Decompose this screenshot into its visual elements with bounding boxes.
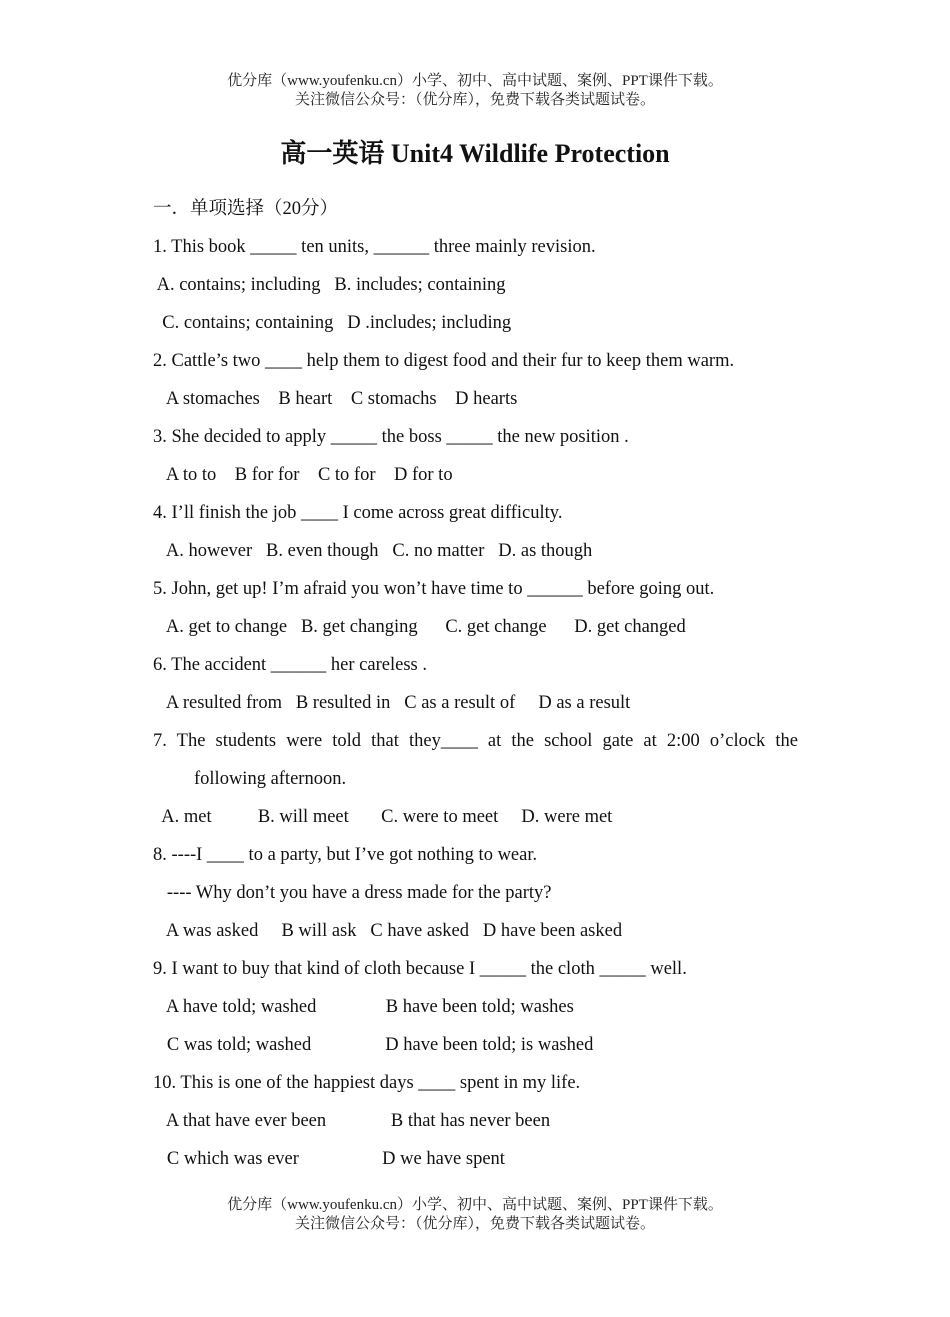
q4-options: A. however B. even though C. no matter D. as though: [153, 541, 593, 561]
question-body: [153, 194, 798, 1182]
q1-options-cd: C. contains; containing D .includes; including: [153, 313, 512, 333]
q7-stem: [153, 726, 798, 802]
q2-stem: 2. Cattle’s two ____ help them to digest food and their fur to keep them warm.: [153, 351, 735, 371]
q7-stem-line-1: 7. The students were told that they____ at the school gate at 2:00 o’clock the: [153, 731, 798, 751]
q10-stem: 10. This is one of the happiest days ____ spent in my life.: [153, 1073, 581, 1093]
q7-options: A. met B. will meet C. were to meet D. were met: [153, 807, 613, 827]
q9-options-ab: A have told; washed B have been told; washes: [153, 997, 574, 1017]
footer-line-1: 优分库（www.youfenku.cn）小学、初中、高中试题、案例、PPT课件下载。: [227, 1197, 723, 1213]
q6-stem: 6. The accident ______ her careless .: [153, 655, 427, 675]
q10-options-cd: C which was ever D we have spent: [153, 1149, 505, 1169]
page-footer: [0, 1196, 950, 1234]
q8-reply: ---- Why don’t you have a dress made for the party?: [153, 883, 552, 903]
q6-options: A resulted from B resulted in C as a result of D as a result: [153, 693, 631, 713]
q10-options-ab: A that have ever been B that has never been: [153, 1111, 551, 1131]
q3-stem: 3. She decided to apply _____ the boss _____ the new position .: [153, 427, 629, 447]
q3-options: A to to B for for C to for D for to: [153, 465, 453, 485]
header-line-2: 关注微信公众号：（优分库），免费下载各类试题试卷。: [294, 92, 655, 108]
page-header: [0, 72, 950, 110]
q7-stem-line-2: following afternoon.: [194, 769, 347, 789]
section-heading: 一．单项选择（20分）: [153, 199, 339, 219]
q1-stem: 1. This book _____ ten units, ______ three mainly revision.: [153, 237, 596, 257]
q9-stem: 9. I want to buy that kind of cloth because I _____ the cloth _____ well.: [153, 959, 687, 979]
q5-options: A. get to change B. get changing C. get change D. get changed: [153, 617, 686, 637]
q2-options: A stomaches B heart C stomachs D hearts: [153, 389, 518, 409]
q9-options-cd: C was told; washed D have been told; is washed: [153, 1035, 594, 1055]
q8-options: A was asked B will ask C have asked D have been asked: [153, 921, 623, 941]
q5-stem: 5. John, get up! I’m afraid you won’t have time to ______ before going out.: [153, 579, 715, 599]
q4-stem: 4. I’ll finish the job ____ I come across great difficulty.: [153, 503, 563, 523]
footer-line-2: 关注微信公众号：（优分库），免费下载各类试题试卷。: [294, 1216, 655, 1232]
q8-stem: 8. ----I ____ to a party, but I’ve got nothing to wear.: [153, 845, 538, 865]
document-title: 高一英语 Unit4 Wildlife Protection: [280, 139, 670, 168]
header-line-1: 优分库（www.youfenku.cn）小学、初中、高中试题、案例、PPT课件下载。: [227, 73, 723, 89]
q1-options-ab: A. contains; including B. includes; containing: [153, 275, 506, 295]
